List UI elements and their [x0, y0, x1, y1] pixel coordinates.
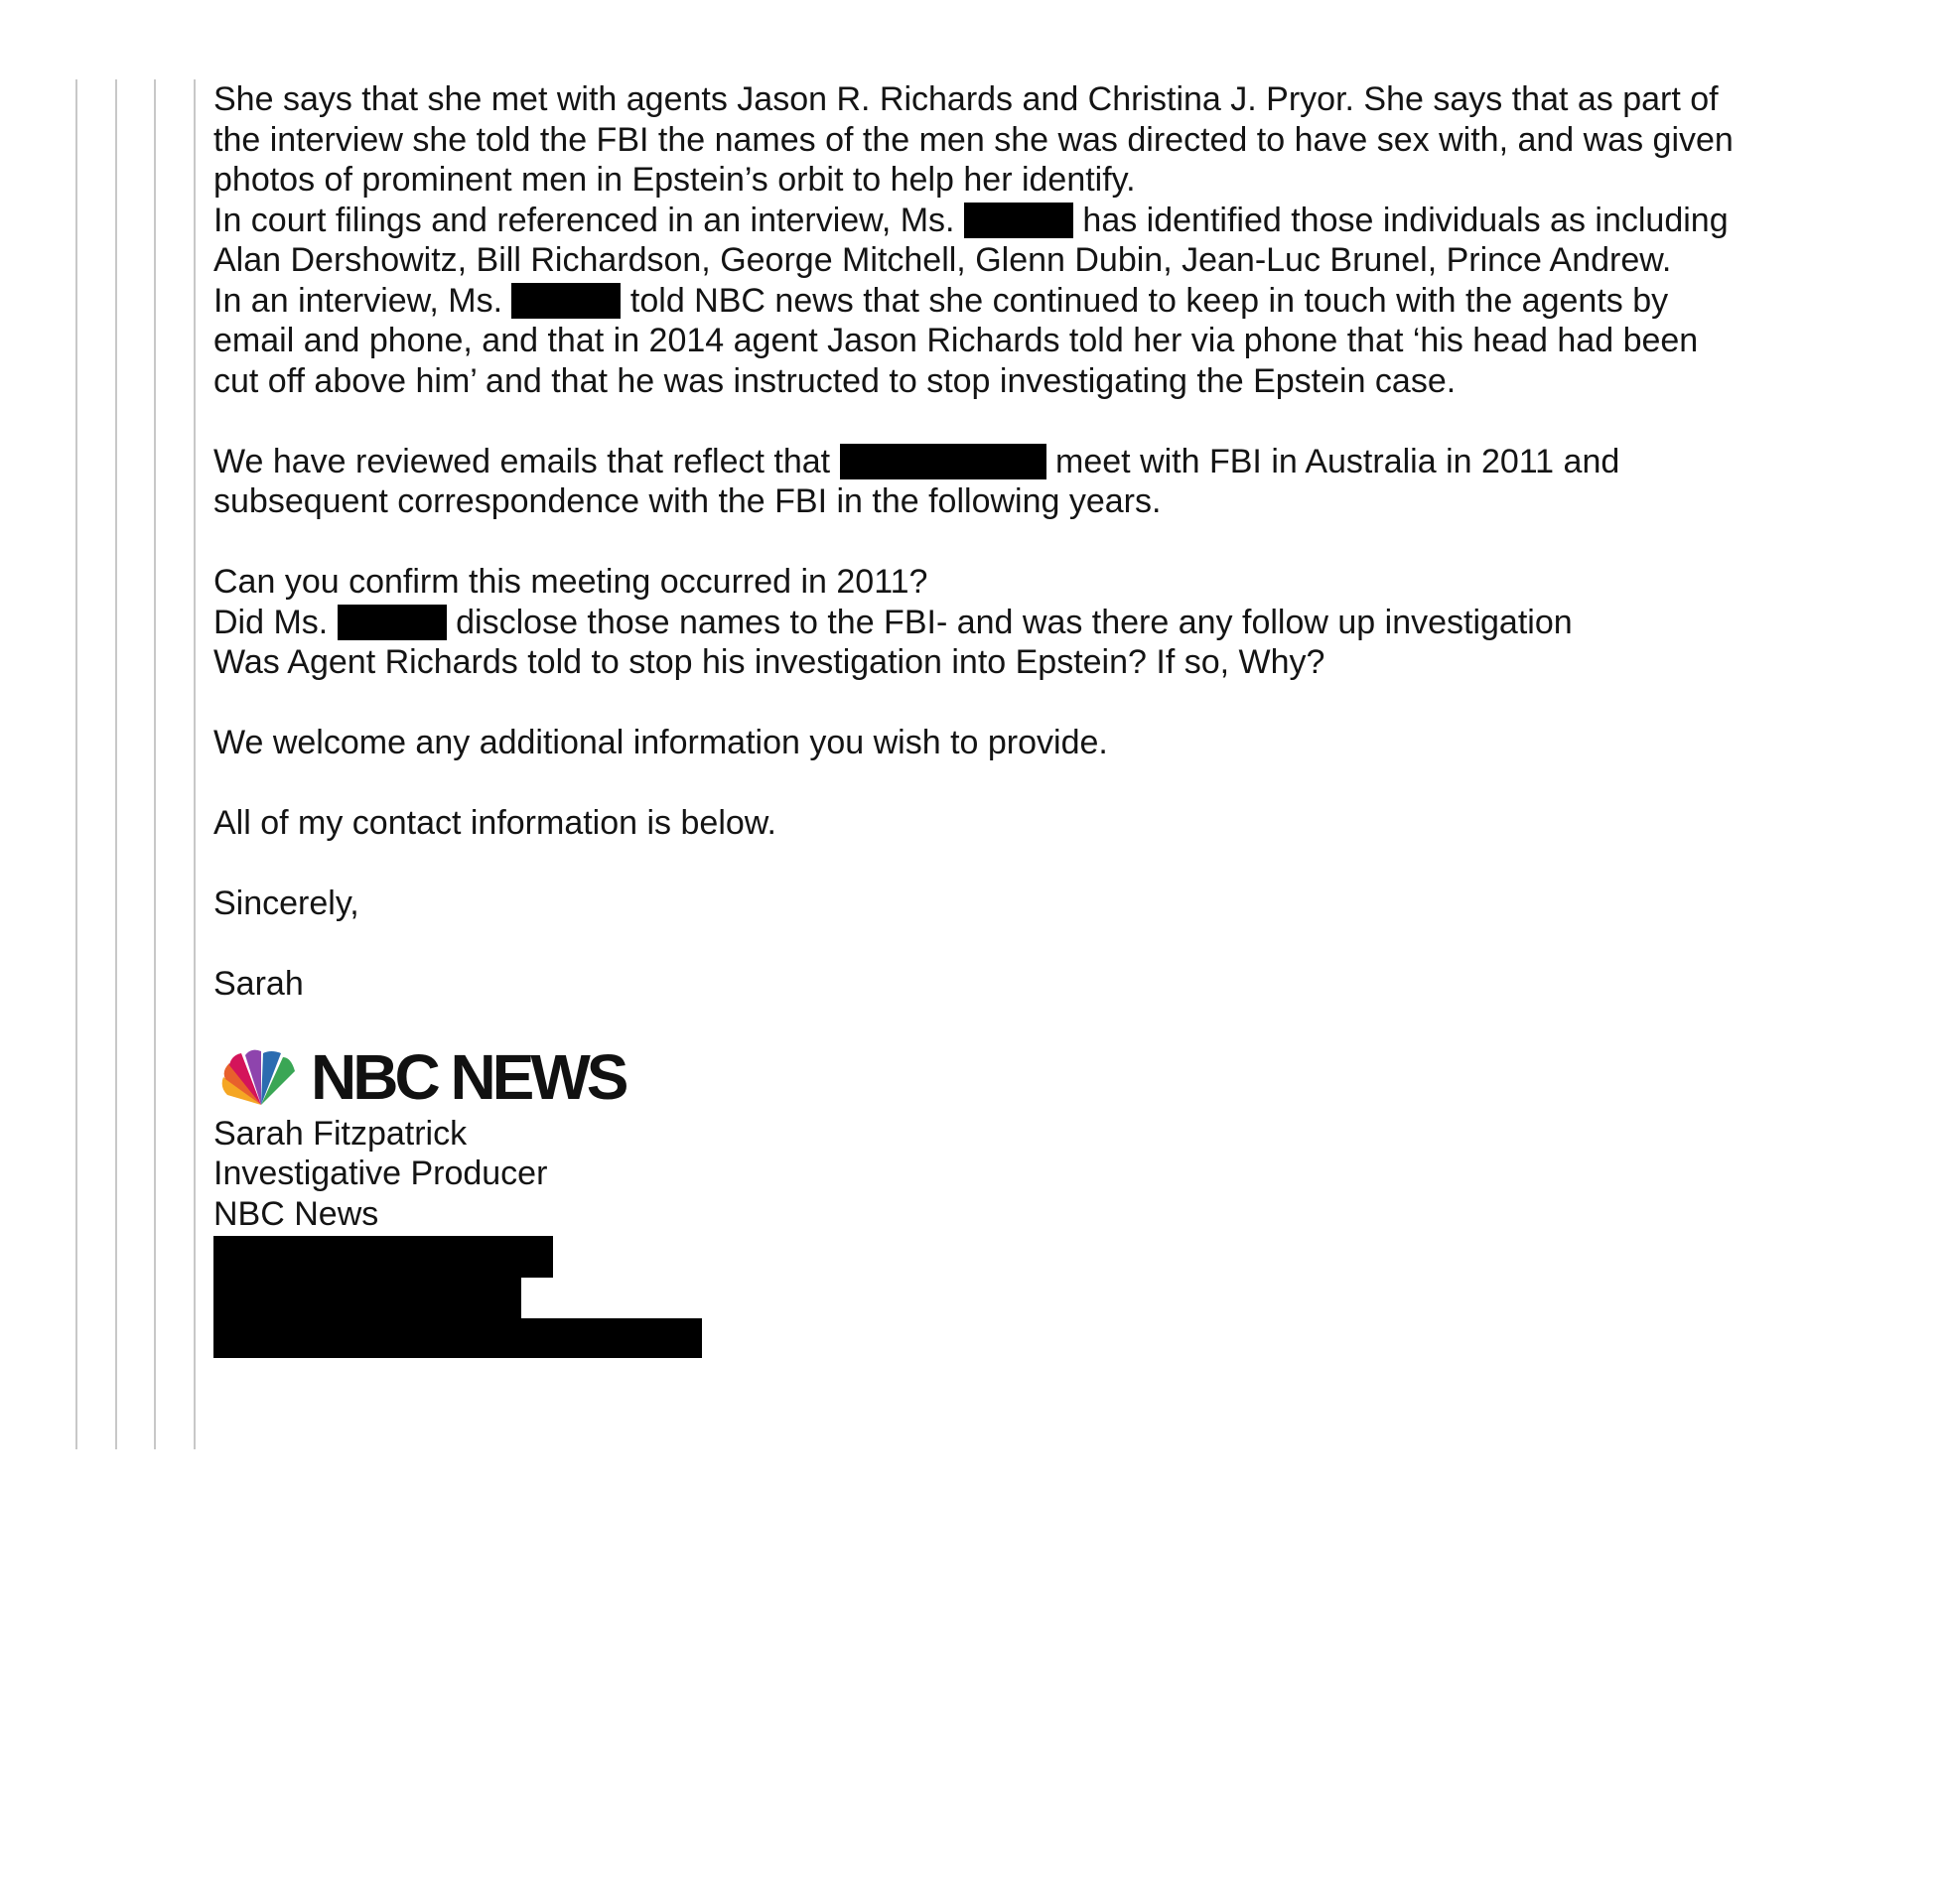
quote-bar — [115, 79, 117, 1449]
body-text: meet with FBI in Australia in 2011 and — [1055, 442, 1620, 480]
body-line — [213, 442, 1901, 482]
quote-bar — [194, 79, 196, 1449]
body-line: photos of prominent men in Epstein’s orbit to help her identify. — [213, 161, 1136, 199]
redaction-box — [840, 444, 1046, 479]
body-line: subsequent correspondence with the FBI in the following years. — [213, 482, 1162, 520]
body-line — [213, 281, 1901, 322]
signature-title: Investigative Producer — [213, 1155, 548, 1192]
quote-bar — [154, 79, 156, 1449]
redaction-box — [964, 203, 1073, 238]
body-text: told NBC news that she continued to keep in touch with the agents by — [629, 281, 1669, 320]
body-text: disclose those names to the FBI- and was there any follow up investigation — [456, 603, 1573, 641]
body-text: has identified those individuals as including — [1082, 201, 1729, 239]
question-line — [213, 603, 1901, 643]
logo-wordmark: NBC NEWS — [311, 1040, 626, 1113]
body-line: the interview she told the FBI the names of the men she was directed to have sex with, and was given — [213, 120, 1734, 159]
signature-name: Sarah Fitzpatrick — [213, 1114, 468, 1153]
body-line — [213, 201, 1901, 241]
closing-line: Sincerely, — [213, 884, 359, 922]
sender-short-name: Sarah — [213, 965, 304, 1003]
body-line: All of my contact information is below. — [213, 804, 776, 842]
email-body — [213, 79, 1901, 1360]
nbc-news-logo — [217, 1040, 1901, 1114]
redaction-box — [338, 605, 447, 640]
body-line: Alan Dershowitz, Bill Richardson, George Mitchell, Glenn Dubin, Jean-Luc Brunel, Prince Andrew. — [213, 241, 1672, 279]
peacock-icon — [217, 1047, 305, 1107]
body-text: We have reviewed emails that reflect that — [213, 442, 831, 480]
question-line: Can you confirm this meeting occurred in 2011? — [213, 563, 928, 601]
body-line: cut off above him’ and that he was instructed to stop investigating the Epstein case. — [213, 361, 1457, 400]
body-text: In court filings and referenced in an interview, Ms. — [213, 201, 955, 239]
body-line: She says that she met with agents Jason R. Richards and Christina J. Pryor. She says that as part of — [213, 80, 1719, 118]
signature-org: NBC News — [213, 1194, 379, 1233]
redaction-box — [213, 1236, 710, 1360]
redaction-box — [511, 283, 621, 319]
body-line: email and phone, and that in 2014 agent Jason Richards told her via phone that ‘his head had been — [213, 322, 1699, 359]
body-text: In an interview, Ms. — [213, 281, 503, 320]
quote-bar — [75, 79, 77, 1449]
body-line: We welcome any additional information you wish to provide. — [213, 724, 1108, 761]
question-line: Was Agent Richards told to stop his investigation into Epstein? If so, Why? — [213, 643, 1325, 681]
body-text: Did Ms. — [213, 603, 329, 641]
